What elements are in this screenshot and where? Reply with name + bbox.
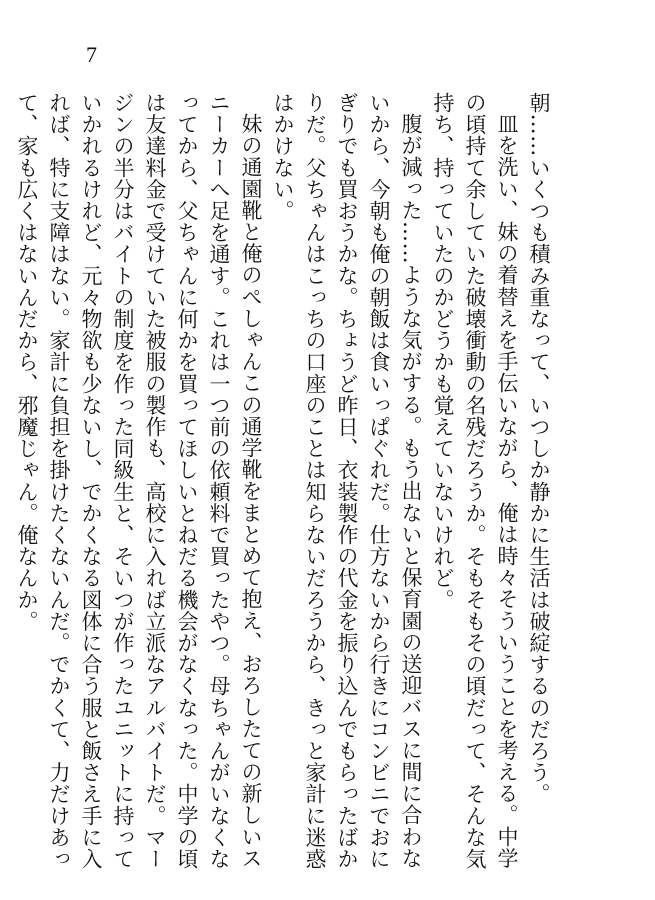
page-number: 7 xyxy=(86,42,97,67)
paragraph: 朝……いくつも積み重なって、いつしか静かに生活は破綻するのだろう。 xyxy=(527,92,551,805)
paragraph: 妹の通園靴と俺のぺしゃんこの通学靴をまとめて抱え、おろしたての新しいスニーカーへ足を通す。これは一つ前の依頼料で買ったやつ。母ちゃんがいなくなってから、父ちゃんに何かを買ってほしいとねだる機会がなくなった。中学の頃は友達料金で受けていた被服の製作も、高校に入れば立派なアルバイトだ。マージンの半分はバイトの制度を作った同級生と、そいつが作ったユニットに持っていかれるけれど、元々物欲も少ないし、でかくなる図体に合う服と飯さえ手に入れば、特に支障はない。家計に負担を掛けたくないんだ。でかくて、力だけあって、家も広くはないんだから、邪魔じゃん。俺なんか。 xyxy=(15,92,263,870)
body-text xyxy=(11,92,555,882)
paragraph: 腹が減った……ような気がする。もう出ないと保育園の送迎バスに間に合わないから、今朝も俺の朝飯は食いっぱぐれだ。仕方ないから行きにコンビニでおにぎりでも買おうかな。ちょうど昨日、衣装製作の代金を振り込んでもらったばかりだ。父ちゃんはこっちの口座のことは知らないだろうから、きっと家計に迷惑はかけない。 xyxy=(271,92,423,870)
paragraph: 皿を洗い、妹の着替えを手伝いながら、俺は時々そういうことを考える。中学の頃持て余していた破壊衝動の名残だろうか。そもそもその頃だって、そんな気持ち、持っていたのかどうかも覚えていないけれど。 xyxy=(431,92,519,870)
